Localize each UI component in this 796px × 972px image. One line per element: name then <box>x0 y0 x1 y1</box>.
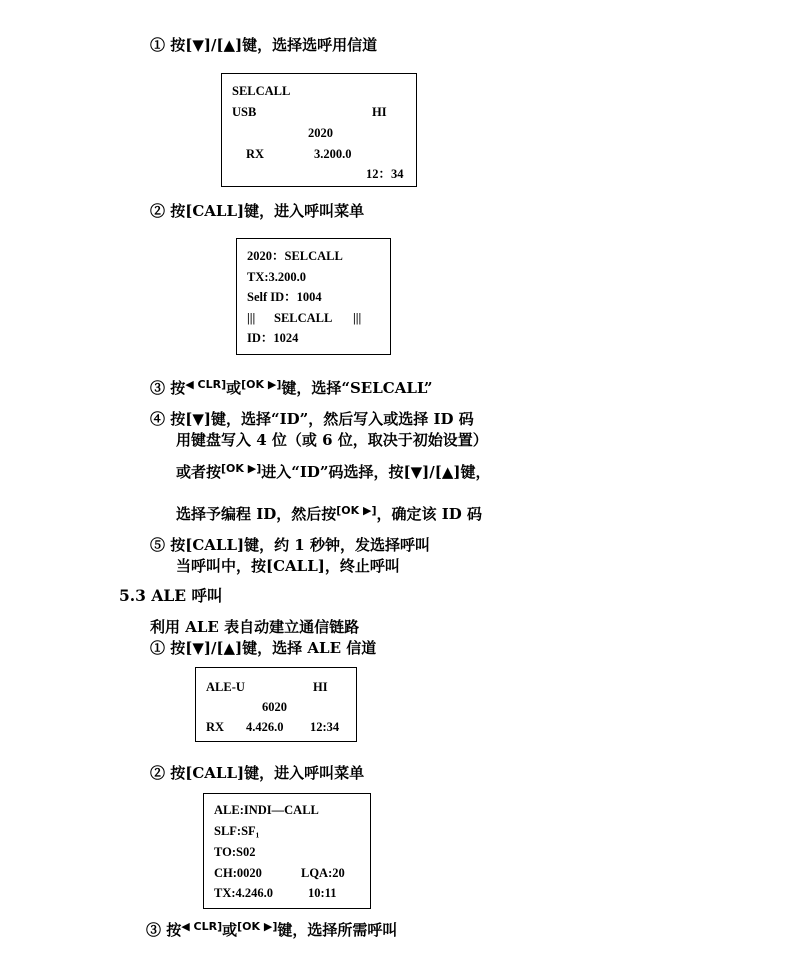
step-1-text: ① 按[▼]/[▲]键，选择选呼用信道 <box>150 36 378 54</box>
step-4-line-2: 用键盘写入 4 位（或 6 位，取决于初始设置） <box>176 431 488 449</box>
lcd-selcall-channel <box>221 73 417 187</box>
lcd-ale-to: TO:S02 <box>214 845 256 859</box>
lcd-ale-lqa: LQA:20 <box>301 866 345 880</box>
lcd-line-tx: TX:3.200.0 <box>247 270 307 284</box>
step-4-line-4-prefix: 选择予编程 ID，然后按 <box>176 505 337 523</box>
lcd-ale-time: 10:11 <box>308 886 337 900</box>
lcd-ale-self: SLF:SF₁ <box>214 824 260 838</box>
step-4-line-4-suffix: ，确定该 ID 码 <box>376 505 482 523</box>
lcd-ale-call-type: ALE:INDI—CALL <box>214 803 319 817</box>
ale-step-2-text: ② 按[CALL]键，进入呼叫菜单 <box>150 764 365 782</box>
step-5-line-2: 当呼叫中，按[CALL]，终止呼叫 <box>176 557 400 575</box>
lcd-selcall-menu <box>236 238 391 355</box>
lcd-time: 12：34 <box>366 167 404 181</box>
step-4-line-3-prefix: 或者按 <box>176 463 222 481</box>
step-4-line-4 <box>176 504 482 526</box>
step-3-prefix: ③ 按 <box>150 379 186 397</box>
step-2-text: ② 按[CALL]键，进入呼叫菜单 <box>150 202 365 220</box>
section-heading: 5.3 ALE 呼叫 <box>119 586 223 605</box>
step-3-or: 或 <box>226 379 242 397</box>
ale-step-1-text: ① 按[▼]/[▲]键，选择 ALE 信道 <box>150 639 377 657</box>
step-5-line-1: ⑤ 按[CALL]键，约 1 秒钟，发选择呼叫 <box>150 536 430 554</box>
ok-key-icon: [OK ▶] <box>336 504 377 517</box>
lcd-line-1: 2020：SELCALL <box>247 249 343 263</box>
lcd-line-id: ID：1024 <box>247 331 299 345</box>
lcd-rx-label: RX <box>246 147 265 161</box>
lcd-line-mode: SELCALL <box>232 84 291 98</box>
step-4-line-3 <box>176 462 490 484</box>
ale-step-3-prefix: ③ 按 <box>146 921 182 939</box>
clr-key-icon: ◀ CLR] <box>181 920 223 933</box>
lcd-ale-call-menu <box>203 793 371 909</box>
lcd-sideband: USB <box>232 105 257 119</box>
ale-step-3-text <box>146 920 397 942</box>
lcd-ale-time: 12:34 <box>310 720 340 734</box>
lcd-ale-mode: ALE-U <box>206 680 245 694</box>
lcd-bar-left: ||| <box>247 311 256 325</box>
lcd-ale-channel <box>195 667 357 742</box>
step-3-suffix: 键，选择“SELCALL” <box>281 379 433 397</box>
lcd-channel: 2020 <box>308 126 333 140</box>
ale-step-3-suffix: 键，选择所需呼叫 <box>277 921 398 939</box>
lcd-power: HI <box>372 105 387 119</box>
lcd-ale-tx: TX:4.246.0 <box>214 886 274 900</box>
lcd-bar-label: SELCALL <box>274 311 333 325</box>
step-3-text <box>150 378 433 400</box>
section-intro: 利用 ALE 表自动建立通信链路 <box>150 618 360 636</box>
lcd-bar-right: ||| <box>353 311 362 325</box>
lcd-ale-power: HI <box>313 680 328 694</box>
ale-step-3-or: 或 <box>222 921 238 939</box>
lcd-frequency: 3.200.0 <box>314 147 352 161</box>
lcd-ale-rx-label: RX <box>206 720 225 734</box>
step-4-line-3-suffix: 进入“ID”码选择，按[▼]/[▲]键， <box>261 463 491 481</box>
step-4-line-1: ④ 按[▼]键，选择“ID”，然后写入或选择 ID 码 <box>150 410 474 428</box>
lcd-line-self-id: Self ID：1004 <box>247 290 322 304</box>
lcd-ale-channel-number: 6020 <box>262 700 287 714</box>
lcd-ale-ch: CH:0020 <box>214 866 262 880</box>
clr-key-icon: ◀ CLR] <box>185 378 227 391</box>
ok-key-icon: [OK ▶] <box>241 378 282 391</box>
ok-key-icon: [OK ▶] <box>237 920 278 933</box>
ok-key-icon: [OK ▶] <box>221 462 262 475</box>
lcd-ale-frequency: 4.426.0 <box>246 720 284 734</box>
